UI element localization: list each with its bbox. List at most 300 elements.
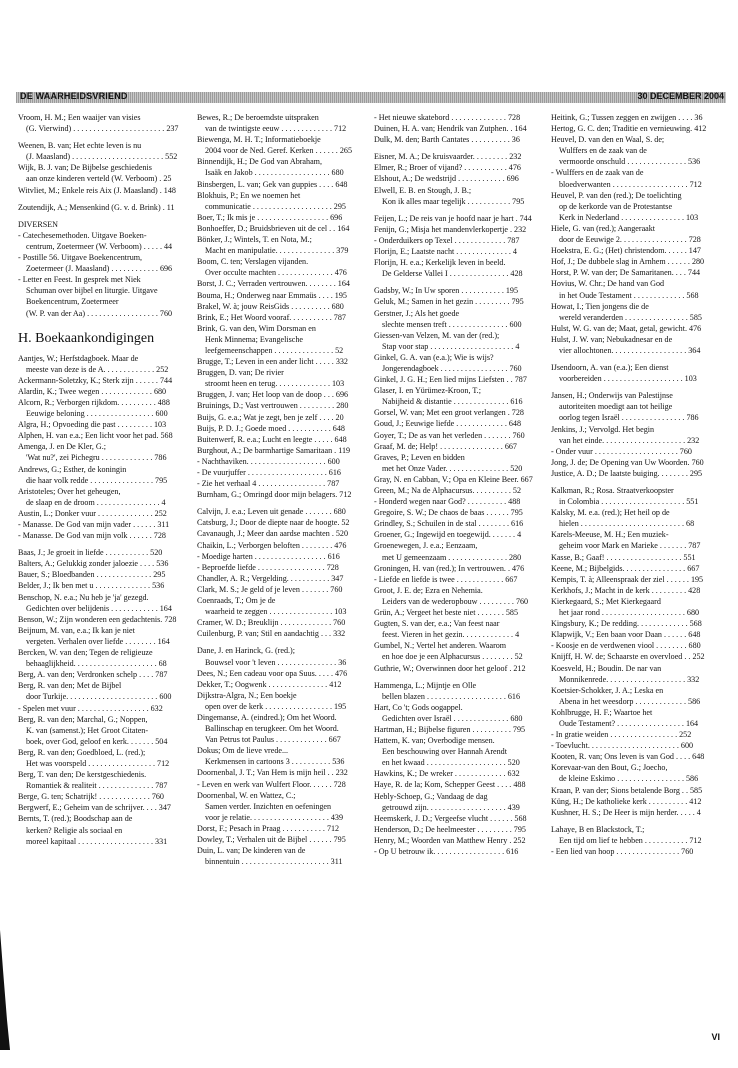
index-entry-text: Bewes, R.; De beroemdste uitspraken [197, 113, 319, 122]
masthead-bar [16, 92, 726, 103]
index-entry-text: Graaf, M. de; Help! . . . . . . . . . . . . . . . . 667 [374, 441, 517, 451]
section-heading: H. Boekaankondigingen [18, 330, 155, 346]
index-entry-text: (W. P. van der Aa) . . . . . . . . . . . . . . . . . . 760 [26, 308, 173, 318]
index-entry [18, 452, 192, 463]
index-entry-text: met U gemeenzaam . . . . . . . . . . . . . . . 280 [382, 552, 522, 562]
index-entry [197, 134, 371, 145]
index-entry [18, 547, 192, 558]
index-entry-text: Gorsel, W. van; Met een groot verlangen . 728 [374, 408, 524, 418]
index-entry [374, 563, 548, 574]
index-entry [197, 212, 371, 223]
index-entry [197, 245, 371, 256]
index-entry-text: Jongerendagboek . . . . . . . . . . . . . . . . . 760 [382, 363, 522, 373]
index-entry-text: Klapwijk, V.; Een baan voor Daan . . . . . . 648 [551, 630, 701, 640]
index-entry [551, 663, 725, 674]
index-entry-text: Ballinschap en terugkeer. Om het Woord. [205, 724, 339, 734]
index-entry [374, 802, 548, 813]
index-entry-text: die haar volk redde . . . . . . . . . . . . . . . . 795 [26, 475, 168, 485]
index-entry [374, 330, 548, 341]
index-entry [551, 607, 725, 618]
index-entry [197, 156, 371, 167]
index-entry-text: Catsburg, J.; Door de diepte naar de hoogte. 52 [197, 518, 350, 528]
index-entry [374, 651, 548, 662]
index-entry-text: van het einde. . . . . . . . . . . . . . . . . . . . . 232 [559, 435, 700, 445]
index-entry [197, 290, 371, 301]
index-entry [374, 529, 548, 540]
index-entry [374, 496, 548, 507]
index-entry [18, 285, 192, 296]
index-entry [374, 735, 548, 746]
index-entry-text: Binsbergen, L. van; Gek van guppies . . . . 648 [197, 179, 348, 189]
index-entry [374, 574, 548, 585]
index-entry [374, 257, 548, 268]
index-entry-text: Borst, J. C.; Verraden vertrouwen. . . . . . . . 164 [197, 279, 350, 289]
index-entry [18, 736, 192, 747]
index-entry [18, 558, 192, 569]
index-entry-text: Bouma, H.; Onderweg naar Emmaüs . . . . 195 [197, 290, 347, 300]
index-entry [551, 640, 725, 651]
index-entry-text: Hoekstra, E. G.; (Het) christendom. . . . . . 147 [551, 246, 701, 256]
index-entry-text: Heuvel, D. van den en Waal, S. de; [551, 135, 665, 145]
index-entry [18, 419, 192, 430]
index-entry-text: Cavanaugh, J.; Meer dan aardse machten . 520 [197, 529, 349, 539]
index-entry [18, 397, 192, 408]
index-entry [374, 702, 548, 713]
index-entry-text: Biewenga, M. H. T.; Informatieboekje [197, 135, 321, 145]
index-entry [18, 813, 192, 824]
index-entry-text: voorbereiden . . . . . . . . . . . . . . . . . . . . 103 [559, 374, 697, 384]
index-entry-text: Ackermann-Soletzky, K.; Sterk zijn . . . . . . 744 [18, 375, 173, 385]
index-entry [197, 434, 371, 445]
index-entry-text: Hattem, K. van; Overbodige mensen. [374, 736, 495, 746]
index-entry-text: Bergwerf, E.; Geheim van de schrijver. . . . 347 [18, 803, 171, 813]
index-entry-text: meeste van deze is de A. . . . . . . . . . . . . 252 [26, 364, 169, 374]
index-entry [197, 223, 371, 234]
index-entry [197, 573, 371, 584]
index-entry-text: Goud, J.; Eeuwige liefde . . . . . . . . . . . . . 648 [374, 419, 522, 429]
index-entry [197, 584, 371, 595]
index-column-2 [197, 112, 371, 867]
index-entry [551, 190, 725, 201]
index-entry-text: Howat, I.; Tien jongens die de [551, 301, 649, 311]
index-entry-text: aan onze kinderen verteld (W. Verboom) . 25 [26, 174, 172, 184]
index-entry [551, 762, 725, 773]
index-entry-text: Beijnum, M. van, e.a.; Ik kan je niet [18, 625, 135, 635]
index-entry-text: Henry, M.; Woorden van Matthew Henry . 252 [374, 835, 526, 845]
index-entry [374, 629, 548, 640]
index-entry [374, 791, 548, 802]
index-entry-text: Alphen, H. van e.a.; Een licht voor het pad. 568 [18, 431, 173, 441]
index-entry [374, 724, 548, 735]
index-entry-text: Monnikenrede. . . . . . . . . . . . . . . . . . . . 332 [559, 674, 700, 684]
index-entry-text: Groot, J. E. de; Ezra en Nehemia. [374, 585, 483, 595]
index-column-4 [551, 112, 725, 857]
index-entry [551, 540, 725, 551]
index-entry-text: Over occulte machten . . . . . . . . . . . . . . 476 [205, 268, 347, 278]
index-entry-text: Van Petrus tot Paulus . . . . . . . . . . . . . 667 [205, 735, 341, 745]
index-column-1 [18, 112, 192, 847]
index-entry [197, 345, 371, 356]
index-entry-text: Berg, R. van den; Met de Bijbel [18, 681, 122, 691]
index-entry [374, 518, 548, 529]
index-entry [374, 768, 548, 779]
index-entry-text: Kerk in Nederland . . . . . . . . . . . . . . . . 103 [559, 212, 699, 222]
index-entry [197, 540, 371, 551]
index-entry-text: Hulst, W. G. van de; Maat, getal, gewicht. 476 [551, 323, 702, 333]
index-entry-text: Graves, P.; Leven en bidden [374, 452, 465, 462]
index-entry-text: Ginkel, J. G. H.; Een lied mijns Liefsten . . 787 [374, 375, 527, 385]
index-entry-text: Green, M.; Na de Alphacursus. . . . . . . . . . 52 [374, 486, 522, 495]
index-entry [374, 407, 548, 418]
index-entry [374, 363, 548, 374]
index-entry [18, 296, 192, 307]
index-entry-text: Macht en manipulatie. . . . . . . . . . . . . . . 379 [205, 246, 349, 256]
index-entry-text: geheim voor Mark en Marieke . . . . . . . 787 [559, 541, 701, 551]
index-entry-text: Dulk, M. den; Barth Cantates . . . . . . . . . . 36 [374, 135, 520, 145]
index-entry-text: Giessen-van Velzen, M. van der (red.); [374, 330, 500, 340]
index-entry-text: Aantjes, W.; Herfstdagboek. Maar de [18, 353, 139, 363]
index-entry-text: Buitenwerf, R. e.a.; Lucht en leegte . . . . . 648 [197, 434, 347, 444]
index-entry-text: Calvijn, J. e.a.; Leven uit genade . . . . . . . 680 [197, 507, 346, 517]
index-entry-text: Benson, W.; Zijn wonderen een gedachtenis. 728 [18, 614, 177, 624]
index-entry [374, 552, 548, 563]
index-entry [374, 452, 548, 463]
index-entry-text: Kerkhofs, J.; Macht in de kerk . . . . . . . . . 428 [551, 585, 701, 595]
index-entry [551, 290, 725, 301]
index-entry-text: Vroom, H. M.; Een waaijer van visies [18, 113, 141, 122]
index-entry-text: Doornenbal, W. en Wattez, C.; [197, 790, 296, 800]
index-entry [374, 757, 548, 768]
index-entry-text: Hebly-Schoep, G.; Vandaag de dag [374, 791, 488, 801]
index-entry [551, 796, 725, 807]
index-entry [374, 268, 548, 279]
index-entry-text: Kerkmensen in cartoons 3 . . . . . . . . . . 536 [205, 757, 345, 767]
index-entry-text: - Letter en Feest. In gesprek met Niek [18, 275, 141, 285]
index-entry-text: Cuilenburg, P. van; Stil en aandachtig . . . 332 [197, 629, 346, 639]
index-entry-text: en het kwaad . . . . . . . . . . . . . . . . . . . . 520 [382, 758, 520, 768]
index-entry-text: Buijs, G. e.a.; Wat je zegt, ben je zelf . . . . 20 [197, 412, 344, 422]
index-entry [551, 156, 725, 167]
index-entry-text: Abena in het weesdorp . . . . . . . . . . . . . 586 [559, 696, 701, 706]
index-entry [551, 785, 725, 796]
index-entry [374, 713, 548, 724]
index-entry [551, 223, 725, 234]
index-entry-text: slechte mensen treft . . . . . . . . . . . . . . . 600 [382, 319, 522, 329]
index-entry-text: Kierkegaard, S.; Met Kierkegaard [551, 596, 661, 606]
index-entry-text: Bouwsel voor 't leven . . . . . . . . . . . . . . . 36 [205, 657, 347, 667]
index-entry [197, 389, 371, 400]
index-entry [374, 196, 548, 207]
index-entry [374, 352, 548, 363]
index-entry-text: Koesveld, H.; Boudin. De nar van [551, 663, 662, 673]
index-entry [551, 485, 725, 496]
index-entry-text: Witvliet, M.; Enkele reis Aix (J. Maasland) . 148 [18, 185, 176, 195]
index-entry-text: Eeuwige beloning . . . . . . . . . . . . . . . . . 600 [26, 409, 168, 419]
index-entry [551, 267, 725, 278]
index-entry [374, 663, 548, 674]
index-entry [18, 386, 192, 397]
index-entry [374, 418, 548, 429]
index-entry-text: - Liefde en liefde is twee . . . . . . . . . . . . 667 [374, 574, 518, 584]
index-entry-text: vermoorde onschuld . . . . . . . . . . . . . . . 536 [559, 157, 701, 167]
index-entry [197, 528, 371, 539]
index-entry-text: - Manasse. De God van mijn volk . . . . . . 728 [18, 531, 166, 541]
index-entry [18, 140, 192, 151]
index-entry [374, 441, 548, 452]
index-entry-text: Boer, T.; Ik mis je . . . . . . . . . . . . . . . . . . 696 [197, 212, 343, 222]
index-entry-text: Dorst, F.; Pesach in Praag . . . . . . . . . . . 712 [197, 823, 340, 833]
index-entry [197, 617, 371, 628]
index-entry-text: - Leven en werk van Wulfert Floor. . . . . . 728 [197, 779, 346, 789]
index-entry [551, 278, 725, 289]
index-entry-text: Kingsbury, K.; De redding. . . . . . . . . . . . . 568 [551, 619, 702, 629]
index-entry-text: Korevaar-van den Bout, G.; Joecho, [551, 763, 668, 773]
index-entry-text: Henderson, D.; De heelmeester . . . . . . . . . 795 [374, 824, 526, 834]
index-entry-text: Alcorn, R.; Verborgen rijkdom. . . . . . . . . . 488 [18, 397, 170, 407]
index-entry [551, 718, 725, 729]
index-entry-text: - Toevlucht. . . . . . . . . . . . . . . . . . . . . . . 600 [551, 741, 694, 751]
index-entry-text: Algra, H.; Opvoeding die past . . . . . . . . . 103 [18, 420, 167, 430]
index-entry-text: boek, over God, geloof en kerk. . . . . . . 504 [26, 736, 168, 746]
index-entry-text: - In gratie weiden . . . . . . . . . . . . . . . . . 252 [551, 730, 692, 740]
index-entry [18, 658, 192, 669]
index-entry [551, 696, 725, 707]
index-entry-text: - Wulffers en de zaak van de [551, 168, 644, 178]
index-entry-text: Benschop, N. e.a.; Nu heb je 'ja' gezegd. [18, 592, 149, 602]
index-entry [197, 606, 371, 617]
page-number: VI [711, 1032, 720, 1042]
index-entry [374, 341, 548, 352]
index-entry [374, 585, 548, 596]
index-entry [551, 446, 725, 457]
index-entry [551, 373, 725, 384]
index-entry-text: Een tijd om lief te hebben . . . . . . . . . . . 712 [559, 835, 702, 845]
index-entry [551, 145, 725, 156]
index-entry [374, 540, 548, 551]
index-entry [551, 435, 725, 446]
index-entry-text: Hof, J.; De dubbele slag in Arnhem . . . . . . 280 [551, 257, 705, 267]
index-entry [197, 312, 371, 323]
index-entry-text: moreel kapitaal . . . . . . . . . . . . . . . . . . . 331 [26, 836, 168, 846]
index-entry [197, 823, 371, 834]
index-entry-text: Gumbel, N.; Vertel het anderen. Waarom [374, 641, 507, 651]
index-entry [551, 824, 725, 835]
index-entry-text: Bernts, T. (red.); Boodschap aan de [18, 814, 133, 824]
index-entry [551, 496, 725, 507]
index-entry [197, 679, 371, 690]
index-entry-text: Gugten, S. van der, e.a.; Van feest naar [374, 619, 500, 629]
index-entry-text: Hart, Co 't; Gods oogappel. [374, 702, 463, 712]
index-entry-text: Kohlbrugge, H. F.; Waartoe het [551, 707, 653, 717]
index-entry-text: De Gelderse Vallei I . . . . . . . . . . . . . . . 428 [382, 269, 523, 279]
index-entry-text: autoriteiten moedigt aan tot heilige [559, 402, 673, 412]
index-entry [197, 628, 371, 639]
index-entry-text: Brugge, T.; Leven in een ander licht . . . . . 332 [197, 357, 348, 367]
index-entry [551, 201, 725, 212]
index-entry [197, 367, 371, 378]
index-entry [197, 234, 371, 245]
index-entry [197, 179, 371, 190]
index-entry [374, 308, 548, 319]
index-entry [18, 441, 192, 452]
index-entry-text: Zoetermeer (J. Maasland) . . . . . . . . . . . . 696 [26, 264, 173, 274]
page-edge-mark [0, 930, 10, 1050]
index-entry [18, 614, 192, 625]
index-entry [197, 834, 371, 845]
index-entry-text: K. van (samenst.); Het Groot Citaten- [26, 725, 149, 735]
index-entry-text: Blokhuis, P.; En we noemen het [197, 190, 301, 200]
index-entry-text: Hovius, W. Chr.; De hand van God [551, 279, 665, 289]
index-entry [197, 790, 371, 801]
index-entry-text: - Op U betrouw ik. . . . . . . . . . . . . . . . . . 616 [374, 847, 519, 856]
index-entry [551, 123, 725, 134]
index-entry-text: - Onder vuur . . . . . . . . . . . . . . . . . . . . . 760 [551, 446, 692, 456]
index-entry-text: - Honderd wegen naar God? . . . . . . . . . . 488 [374, 497, 521, 507]
index-entry [18, 185, 192, 196]
index-entry [197, 551, 371, 562]
index-entry-text: Heemskerk, J. D.; Vergeefse vlucht . . . . . . 568 [374, 813, 527, 823]
index-entry [551, 596, 725, 607]
index-entry-text: Gedichten over belijdenis . . . . . . . . . . . . 164 [26, 603, 172, 613]
index-entry [551, 563, 725, 574]
index-entry [197, 517, 371, 528]
index-entry-text: Küng, H.; De katholieke kerk . . . . . . . . . . 412 [551, 796, 702, 806]
index-entry-text: Gerstner, J.; Als het goede [374, 308, 460, 318]
index-entry [197, 423, 371, 434]
index-entry [374, 285, 548, 296]
index-entry [18, 408, 192, 419]
index-entry-text: Elmer, R.; Broer of vijand? . . . . . . . . . . . 476 [374, 163, 521, 173]
index-entry [374, 123, 548, 134]
index-entry-text: Baas, J.; Je groeit in liefde . . . . . . . . . . . 520 [18, 548, 163, 558]
index-entry [551, 585, 725, 596]
index-entry [18, 497, 192, 508]
index-entry-text: Kasse, B.; Gaaf! . . . . . . . . . . . . . . . . . . . 551 [551, 552, 696, 562]
index-entry-text: Elshout, A.; De wedstrijd . . . . . . . . . . . . 696 [374, 174, 519, 184]
index-entry-text: Dane, J. en Harinck, G. (red.); [197, 646, 295, 656]
index-entry [551, 518, 725, 529]
index-entry [18, 769, 192, 780]
index-entry-text: Het was voorspeld . . . . . . . . . . . . . . . . . 712 [26, 758, 170, 768]
index-entry [18, 375, 192, 386]
index-entry [197, 562, 371, 573]
index-entry-text: Boom, C. ten; Verslagen vijanden. [197, 257, 309, 267]
index-entry-text: in Colombia . . . . . . . . . . . . . . . . . . . . . 551 [559, 497, 699, 507]
index-entry-text: leefgemeenschappen . . . . . . . . . . . . . . . 52 [205, 345, 344, 355]
index-entry [18, 162, 192, 173]
index-entry-text: kerken? Religie als sociaal en [26, 825, 123, 835]
index-entry [18, 364, 192, 375]
index-entry-text: 2004 voor de Ned. Geref. Kerken . . . . . . 265 [205, 146, 352, 156]
index-entry-text: Aristoteles; Over het geheugen, [18, 486, 121, 496]
index-entry-text: Berg, A. van den; Verdronken schelp . . . . 787 [18, 670, 168, 680]
index-entry-text: Stap voor stap . . . . . . . . . . . . . . . . . . . . . 4 [382, 341, 520, 351]
index-entry [551, 835, 725, 846]
index-entry [197, 712, 371, 723]
index-entry-text: Goyer, T.; De as van het verleden . . . . . . . 760 [374, 430, 525, 440]
index-entry-text: - Een lied van hoop . . . . . . . . . . . . . . . . 760 [551, 847, 694, 856]
index-entry-text: Karels-Meeuse, M. H.; Een muziek- [551, 530, 669, 540]
index-entry-text: Doornenbal, J. T.; Van Hem is mijn heil . . 232 [197, 768, 348, 778]
index-entry-text: in het Oude Testament . . . . . . . . . . . . . 568 [559, 290, 699, 300]
index-entry [197, 278, 371, 289]
index-entry-text: oorlog tegen Israël . . . . . . . . . . . . . . . . 786 [559, 413, 699, 423]
index-entry-text: Gadsby, W.; In Uw sporen . . . . . . . . . . . 195 [374, 286, 519, 296]
index-entry [197, 190, 371, 201]
index-entry-text: Ginkel, G. A. van (e.a.); Wie is wijs? [374, 352, 494, 362]
index-entry [18, 703, 192, 714]
index-entry-text: - Beproefde liefde . . . . . . . . . . . . . . . . . 728 [197, 562, 339, 572]
index-entry [374, 596, 548, 607]
index-entry-text: Eisner, M. A.; De kruisvaarder. . . . . . . . . 232 [374, 152, 522, 162]
index-entry [374, 224, 548, 235]
index-entry [197, 489, 371, 500]
index-entry [197, 668, 371, 679]
index-entry [18, 802, 192, 813]
index-entry [551, 234, 725, 245]
index-entry-text: Dekker, T.; Oogwenk . . . . . . . . . . . . . . . 412 [197, 679, 342, 689]
index-entry [374, 485, 548, 496]
index-entry [551, 685, 725, 696]
index-entry-text: Bauer, S.; Bloedbanden . . . . . . . . . . . . . . 295 [18, 570, 166, 580]
index-entry-text: Isaäk en Jakob . . . . . . . . . . . . . . . . . . . 680 [205, 168, 344, 178]
index-entry-text: - Catechesemethoden. Uitgave Boeken- [18, 230, 147, 240]
index-entry [374, 213, 548, 224]
index-entry [197, 756, 371, 767]
index-entry [197, 301, 371, 312]
index-entry [551, 334, 725, 345]
index-entry-text: Hulst, J. W. van; Nebukadnesar en de [551, 334, 673, 344]
index-entry [551, 112, 725, 123]
index-entry [197, 256, 371, 267]
index-entry-text: bloedverwanten . . . . . . . . . . . . . . . . . . . 712 [559, 179, 702, 189]
index-entry [18, 464, 192, 475]
index-entry [18, 747, 192, 758]
index-entry-text: Dowley, T.; Verhalen uit de Bijbel . . . . . . 795 [197, 835, 346, 844]
index-entry [197, 723, 371, 734]
index-entry [197, 400, 371, 411]
index-entry-text: IJsendoorn, A. van (e.a.); Een dienst [551, 363, 669, 373]
index-entry-text: Weenen, B. van; Het echte leven is nu [18, 141, 142, 151]
index-entry [197, 779, 371, 790]
index-entry-text: Dingemanse, A. (eindred.); Om het Woord. [197, 712, 337, 722]
index-entry-text: Brink, G. van den, Wim Dorsman en [197, 323, 316, 333]
index-entry-text: bellen blazen . . . . . . . . . . . . . . . . . . . . 616 [382, 691, 521, 701]
index-entry-text: Bercken, W. van den; Tegen de religieuze [18, 648, 153, 658]
index-entry [551, 345, 725, 356]
index-entry [551, 457, 725, 468]
index-entry-text: Guthrie, W.; Overwinnen door het geloof . 212 [374, 663, 526, 673]
index-entry-text: Binnendijk, H.; De God van Abraham, [197, 157, 322, 167]
index-entry-text: Oude Testament? . . . . . . . . . . . . . . . . . 164 [559, 718, 699, 728]
index-entry [374, 680, 548, 691]
index-entry [374, 607, 548, 618]
index-entry-text: Brakel, W. à; jouw ReisGids . . . . . . . . . . 680 [197, 301, 344, 311]
index-entry-text: Justice, A. D.; De laatste buiging. . . . . . . . 295 [551, 468, 703, 478]
index-entry [551, 674, 725, 685]
index-entry [374, 507, 548, 518]
index-entry [18, 780, 192, 791]
index-entry-text: door Turkije. . . . . . . . . . . . . . . . . . . . . . . 600 [26, 692, 172, 702]
index-entry-text: Een beschouwing over Hannah Arendt [382, 747, 507, 757]
index-entry [197, 801, 371, 812]
index-entry-text: Amenga, J. en De Kler, G.; [18, 442, 107, 452]
index-entry [374, 134, 548, 145]
index-entry-text: Andrews, G.; Esther, de koningin [18, 464, 127, 474]
index-entry-text: waarheid te zeggen . . . . . . . . . . . . . . . . 103 [205, 607, 347, 617]
index-entry [197, 467, 371, 478]
index-entry-text: - Onderduikers op Texel . . . . . . . . . . . . . 787 [374, 235, 520, 245]
